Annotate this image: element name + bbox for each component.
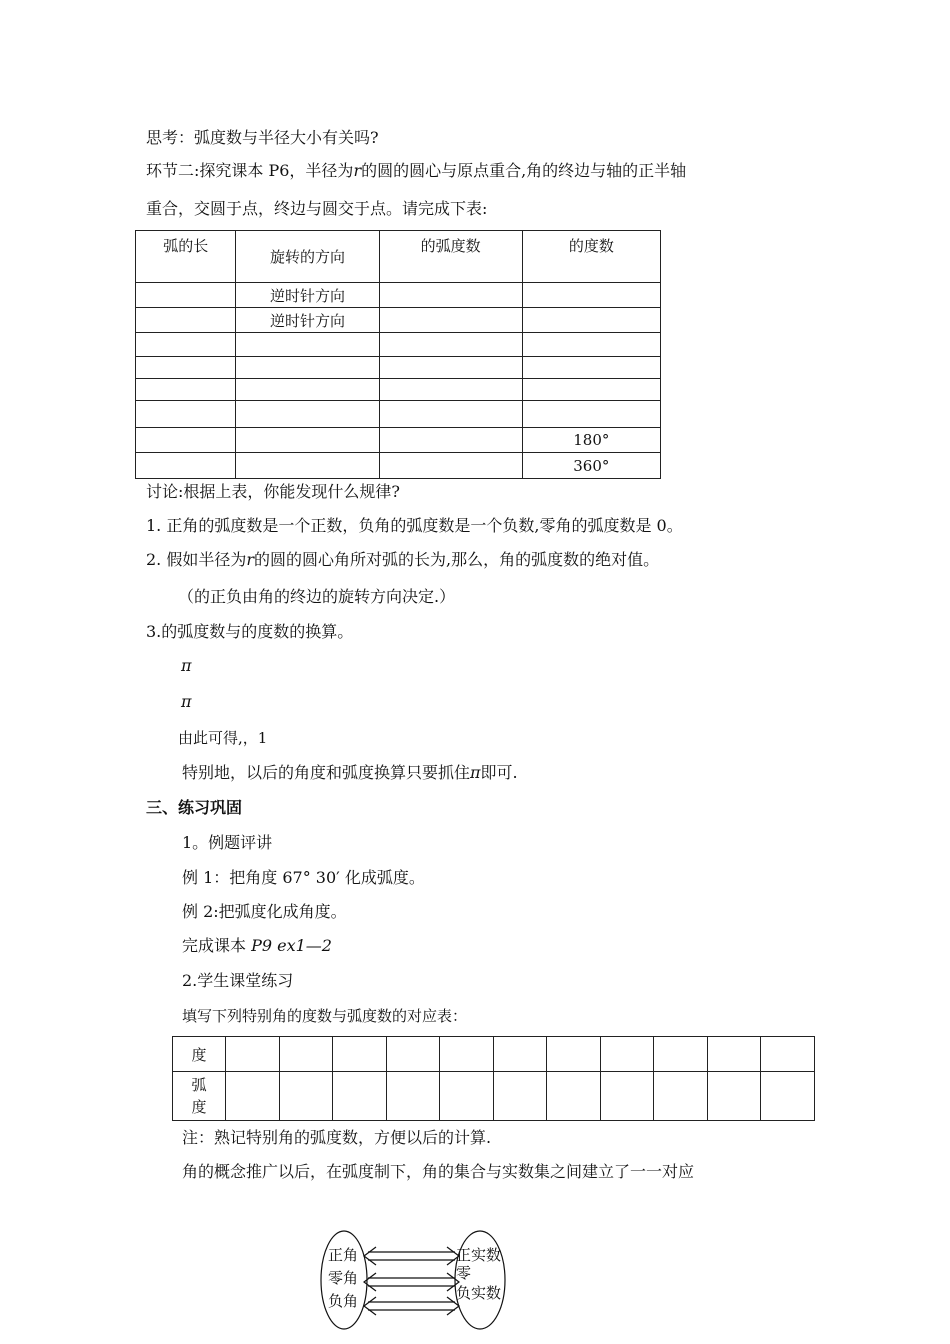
point-2-text-a: 2. 假如半径为	[146, 550, 247, 569]
header-arc-length: 弧的长	[136, 231, 236, 283]
table-cell	[136, 308, 236, 333]
blank-cell	[600, 1072, 654, 1121]
table-cell	[136, 401, 236, 428]
arc-table-body	[136, 283, 661, 479]
blank-cell	[440, 1037, 494, 1072]
label-zero-angle: 零角	[328, 1269, 359, 1287]
example-title: 1。例题评讲	[182, 833, 273, 852]
blank-cell	[386, 1072, 440, 1121]
section3-title: 三、练习巩固	[146, 798, 243, 817]
blank-cell	[547, 1037, 601, 1072]
table-cell	[136, 428, 236, 453]
table-cell	[379, 379, 522, 401]
fill-instruction: 填写下列特别角的度数与弧度数的对应表：	[182, 1007, 468, 1025]
table-cell	[236, 333, 379, 357]
table-cell	[379, 357, 522, 379]
point-2-note: （的正负由角的终边的旋转方向决定.）	[178, 587, 456, 606]
practice-title: 2.学生课堂练习	[182, 971, 294, 990]
table-cell	[522, 379, 660, 401]
derivation: 由此可得,，1	[178, 729, 268, 747]
blank-cell	[279, 1037, 333, 1072]
pi-symbol-1: π	[181, 656, 192, 675]
table-cell	[236, 401, 379, 428]
table-cell	[522, 357, 660, 379]
table-row	[136, 357, 661, 379]
blank-cell	[226, 1072, 280, 1121]
radian-row-label	[173, 1072, 226, 1121]
section2-line2: 重合，交圆于点，终边与圆交于点。请完成下表:	[146, 199, 488, 218]
special-angle-table	[172, 1036, 815, 1121]
table-cell	[236, 453, 379, 479]
example-1: 例 1：把角度 67° 30′ 化成弧度。	[182, 868, 425, 887]
correspondence-diagram	[320, 1230, 520, 1334]
special-text-b: 即可.	[480, 763, 518, 782]
blank-cell	[440, 1072, 494, 1121]
table-cell: 180°	[522, 428, 660, 453]
table-cell	[136, 379, 236, 401]
table-cell	[136, 283, 236, 308]
label-positive-real: 正实数	[456, 1246, 502, 1264]
degree-row-label: 度	[173, 1037, 226, 1072]
table-row	[136, 453, 661, 479]
example-2: 例 2:把弧度化成角度。	[182, 902, 347, 921]
table-row	[136, 379, 661, 401]
arrow-zero	[364, 1273, 459, 1291]
table-cell: 360°	[522, 453, 660, 479]
blank-cell	[493, 1072, 547, 1121]
radian-label-a: 弧	[191, 1076, 207, 1094]
blank-cell	[761, 1072, 815, 1121]
table-row	[136, 308, 661, 333]
blank-cell	[386, 1037, 440, 1072]
special-text-a: 特别地，以后的角度和弧度换算只要抓住	[182, 763, 471, 782]
blank-cell	[547, 1072, 601, 1121]
arrow-negative	[364, 1297, 459, 1315]
table-cell	[379, 453, 522, 479]
table-cell	[522, 283, 660, 308]
special-pi: π	[470, 763, 481, 782]
pi-symbol-2: π	[181, 692, 192, 711]
section2-text-b: 的圆的圆心与原点重合,角的终边与轴的正半轴	[361, 161, 687, 180]
header-direction: 旋转的方向	[236, 231, 379, 283]
table-cell	[522, 333, 660, 357]
point-3: 3.的弧度数与的度数的换算。	[146, 622, 354, 641]
point-2-text-b: 的圆的圆心角所对弧的长为,那么，角的弧度数的绝对值。	[254, 550, 660, 569]
table-cell	[379, 428, 522, 453]
table-cell	[379, 283, 522, 308]
concept-text: 角的概念推广以后，在弧度制下，角的集合与实数集之间建立了一一对应	[182, 1162, 695, 1181]
blank-cell	[654, 1072, 708, 1121]
table-cell: 逆时针方向	[236, 308, 379, 333]
blank-cell	[333, 1037, 387, 1072]
blank-cell	[226, 1037, 280, 1072]
blank-cell	[707, 1072, 761, 1121]
special-note	[182, 762, 518, 784]
blank-cell	[493, 1037, 547, 1072]
header-radian: 的弧度数	[379, 231, 522, 283]
homework	[182, 935, 332, 957]
table-cell	[236, 379, 379, 401]
table-row	[136, 333, 661, 357]
point-2	[146, 549, 659, 571]
table-cell	[136, 453, 236, 479]
point-1: 1. 正角的弧度数是一个正数，负角的弧度数是一个负数,零角的弧度数是 0。	[146, 516, 683, 535]
blank-cell	[600, 1037, 654, 1072]
blank-cell	[707, 1037, 761, 1072]
table-cell	[522, 308, 660, 333]
table-row	[136, 428, 661, 453]
arc-table	[135, 230, 661, 479]
label-positive-angle: 正角	[328, 1246, 359, 1264]
table-cell	[379, 401, 522, 428]
label-zero-real: 零	[456, 1264, 472, 1282]
table-note: 注：熟记特别角的弧度数，方便以后的计算.	[182, 1128, 492, 1147]
double-arrows	[364, 1247, 459, 1315]
arrow-positive	[364, 1247, 459, 1265]
table-cell	[236, 428, 379, 453]
table-cell	[379, 333, 522, 357]
table-row	[136, 283, 661, 308]
table-cell	[379, 308, 522, 333]
discussion: 讨论:根据上表，你能发现什么规律?	[146, 482, 400, 501]
label-negative-angle: 负角	[328, 1292, 359, 1310]
think-question: 思考：弧度数与半径大小有关吗?	[146, 128, 379, 147]
blank-cell	[654, 1037, 708, 1072]
table-cell: 逆时针方向	[236, 283, 379, 308]
blank-cell	[333, 1072, 387, 1121]
section2-line1	[146, 160, 686, 182]
header-degree: 的度数	[522, 231, 660, 283]
radian-label-b: 度	[191, 1098, 207, 1116]
label-negative-real: 负实数	[456, 1284, 502, 1302]
radius-var: r	[353, 161, 362, 180]
table-cell	[236, 357, 379, 379]
table-cell	[522, 401, 660, 428]
section2-text-a: 环节二:探究课本 P6，半径为	[146, 161, 354, 180]
homework-ref: P9 ex1—2	[251, 936, 332, 955]
table-cell	[136, 357, 236, 379]
table-cell	[136, 333, 236, 357]
table-row	[136, 401, 661, 428]
blank-cell	[761, 1037, 815, 1072]
homework-text: 完成课本	[182, 936, 252, 955]
blank-cell	[279, 1072, 333, 1121]
point-2-radius-var: r	[246, 550, 255, 569]
